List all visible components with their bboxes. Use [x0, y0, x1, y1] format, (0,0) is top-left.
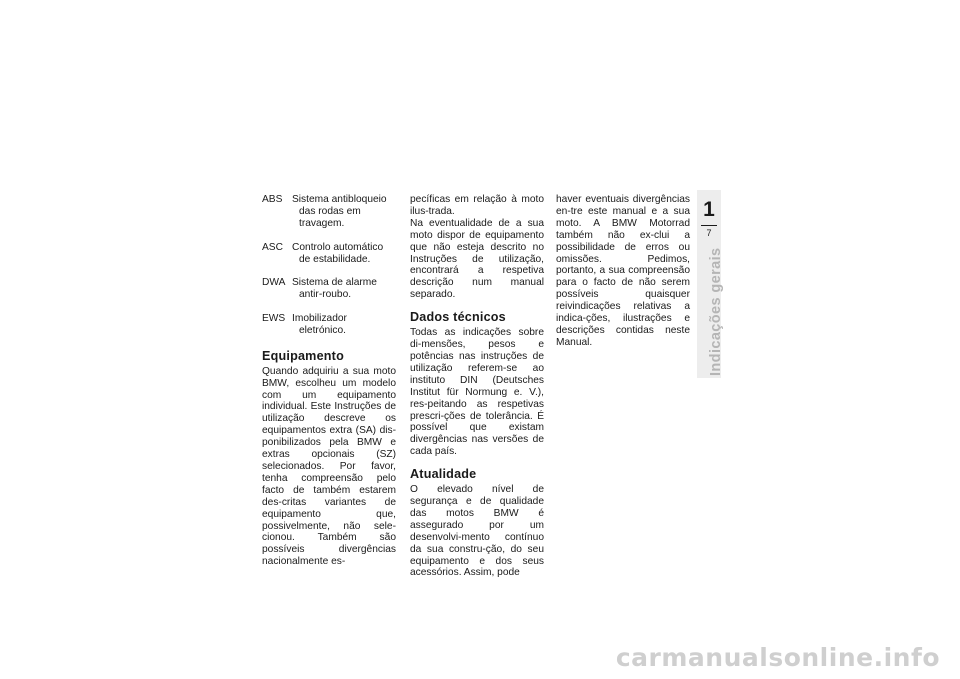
abbreviation-definition: Sistema antibloqueio das rodas em travagem. — [292, 194, 387, 229]
paragraph-equipamento-continued: pecíficas em relação à moto ilus-trada. — [410, 194, 544, 217]
watermark: carmanualsonline.info — [615, 643, 940, 672]
abbreviation-ews — [262, 313, 396, 337]
paragraph-atualidade: O elevado nível de segurança e de qualidade das motos BMW é assegurado por um desenvolvi-mento contínuo da sua constru-ção, do seu equipamento e dos seus acessórios. Assim, pode — [410, 484, 544, 579]
heading-atualidade: Atualidade — [410, 467, 477, 482]
abbreviation-key: DWA — [262, 277, 286, 289]
abbreviation-definition: Imobilizador eletrónico. — [292, 313, 347, 336]
heading-equipamento: Equipamento — [262, 348, 344, 363]
paragraph-equipamento: Quando adquiriu a sua moto BMW, escolheu um modelo com um equipamento individual. Este Instruções de utilização descreve os equipamentos extra (SA) dis-ponibilizados pela BMW e extras opcionais (SZ) selecionados. Por favor, tenha compreensão pelo facto de também estarem des-critas variantes de equipamento que, possivelmente, não sele-cionou. Também são possíveis divergências nacionalmente es- — [262, 365, 396, 568]
text-column-3 — [556, 194, 690, 349]
chapter-number: 1 — [703, 198, 715, 221]
abbreviation-asc — [262, 242, 396, 266]
abbreviation-definition: Sistema de alarme antir-roubo. — [292, 277, 377, 301]
chapter-divider — [701, 225, 717, 226]
abbreviation-key: ABS — [262, 194, 283, 205]
abbreviation-key: EWS — [262, 313, 286, 325]
paragraph-dados-tecnicos: Todas as indicações sobre di-mensões, pesos e potências nas instruções de utilização referem-se ao instituto DIN (Deutsches Institut für Normung e. V.), res-peitando as respetivas prescri-ções de tolerância. É possível que existam divergências nas versões de cada país. — [410, 327, 544, 458]
abbreviation-definition: Controlo automático de estabilidade. — [292, 241, 384, 265]
abbreviation-abs — [262, 194, 396, 230]
text-column-2 — [410, 194, 544, 579]
abbreviation-dwa — [262, 277, 396, 301]
heading-dados-tecnicos: Dados técnicos — [410, 310, 506, 325]
paragraph-equipamento-separate-manual: Na eventualidade de a sua moto dispor de equipamento que não esteja descrito no Instruções de utilização, encontrará a respetiva descrição num manual separado. — [410, 217, 544, 301]
page-number: 7 — [706, 228, 712, 238]
chapter-title: Indicações gerais — [708, 247, 724, 376]
paragraph-atualidade-continued: haver eventuais divergências en-tre este manual e a sua moto. A BMW Motorrad também não ex-clui a possibilidade de erros ou omissões. Pedimos, portanto, a sua compreensão para o facto de não serem possíveis quaisquer reivindicações relativas a indica-ções, ilustrações e descrições contidas neste Manual. — [556, 194, 690, 348]
text-column-1 — [262, 194, 396, 568]
abbreviation-key: ASC — [262, 241, 283, 253]
